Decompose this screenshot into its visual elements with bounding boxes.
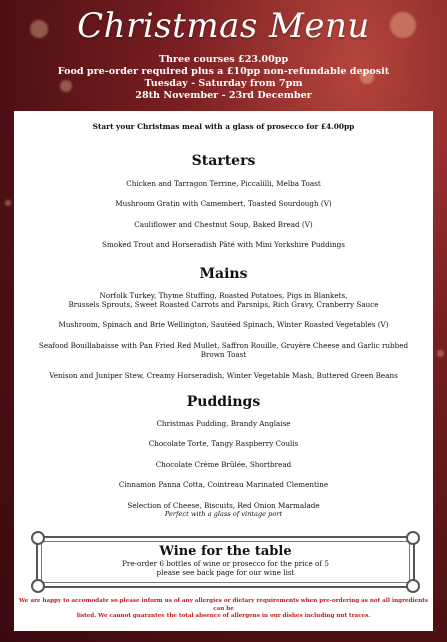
allergy-line: listed. We cannot guarantee the total absence of allergens in our dishes including nut traces. bbox=[76, 613, 371, 619]
starter-item: Chicken and Tarragon Terrine, Piccalilli, Melba Toast bbox=[126, 179, 321, 188]
header-line-days: Tuesday - Saturday from 7pm bbox=[144, 78, 303, 89]
header-line-price: Three courses £23.00pp bbox=[158, 54, 289, 65]
wine-offer-box bbox=[36, 536, 415, 588]
menu-card bbox=[14, 111, 433, 631]
allergy-notice bbox=[14, 598, 433, 621]
pudding-item: Christmas Pudding, Brandy Anglaise bbox=[156, 419, 291, 429]
mains-title: Mains bbox=[199, 265, 248, 282]
main-item-line: Norfolk Turkey, Thyme Stuffing, Roasted Potatoes, Pigs in Blankets, bbox=[99, 290, 348, 300]
header-line-dates: 28th November - 23rd December bbox=[135, 90, 312, 101]
sparkle bbox=[5, 200, 11, 206]
pudding-item: Chocolate Torte, Tangy Raspberry Coulis bbox=[148, 439, 299, 449]
main-item-line: Brown Toast bbox=[200, 350, 247, 360]
starter-item: Smoked Trout and Horseradish Pâté with Mini Yorkshire Puddings bbox=[102, 240, 345, 250]
menu-header bbox=[0, 0, 447, 110]
sparkle bbox=[437, 350, 444, 357]
starter-item: Mushroom Gratin with Camembert, Toasted Sourdough (V) bbox=[115, 199, 332, 209]
pudding-item: Cinnamon Panna Cotta, Cointreau Marinated Clementine bbox=[118, 480, 329, 490]
ornament-corner bbox=[31, 531, 45, 545]
starters-title: Starters bbox=[191, 153, 256, 169]
ornament-corner bbox=[406, 531, 420, 545]
header-line-deposit: Food pre-order required plus a £10pp non-refundable deposit bbox=[57, 66, 390, 77]
pudding-item: Selection of Cheese, Biscuits, Red Onion Marmalade bbox=[127, 500, 320, 510]
allergy-line: We are happy to accomodate so please inform us of any allergies or dietary requirements when pre-ordering as not all ingredients can be bbox=[18, 598, 428, 612]
starter-item: Cauliflower and Chestnut Soup, Baked Bread (V) bbox=[134, 219, 313, 229]
main-item-line: Venison and Juniper Stew, Creamy Horseradish, Winter Vegetable Mash, Buttered Green Beans bbox=[49, 370, 398, 380]
ornament-corner bbox=[406, 579, 420, 593]
wine-title: Wine for the table bbox=[159, 544, 292, 559]
cheese-port-note: Perfect with a glass of vintage port bbox=[164, 510, 283, 519]
ornament-corner bbox=[31, 579, 45, 593]
puddings-title: Puddings bbox=[186, 394, 261, 411]
main-item-line: Brussels Sprouts, Sweet Roasted Carrots and Parsnips, Rich Gravy, Cranberry Sauce bbox=[68, 300, 379, 310]
menu-title: Christmas Menu bbox=[77, 6, 370, 46]
prosecco-intro: Start your Christmas meal with a glass of prosecco for £4.00pp bbox=[92, 122, 355, 131]
wine-offer-line: Pre-order 6 bottles of wine or prosecco for the price of 5 bbox=[122, 559, 329, 568]
main-item-line: Seafood Bouillabaisse with Pan Fried Red Mullet, Saffron Rouille, Gruyère Cheese and Garlic rubbed bbox=[38, 340, 409, 350]
pudding-item: Chocolate Crème Brûlée, Shortbread bbox=[155, 459, 292, 469]
main-item-line: Mushroom, Spinach and Brie Wellington, Sautéed Spinach, Winter Roasted Vegetables (V) bbox=[58, 320, 389, 330]
wine-list-line: please see back page for our wine list bbox=[156, 568, 295, 577]
